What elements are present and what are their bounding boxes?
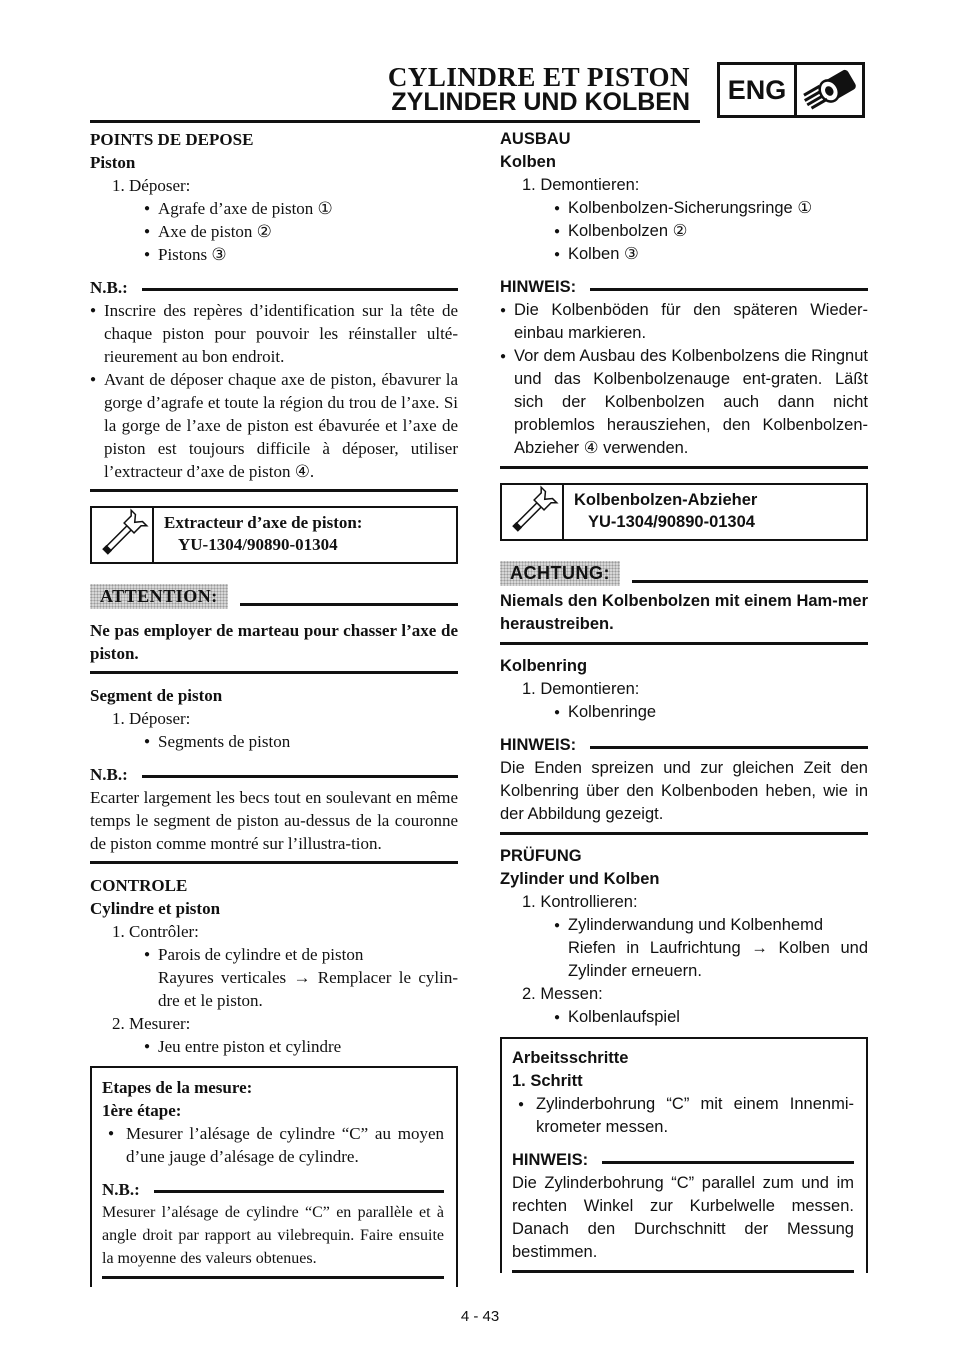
measurement-bullet: ● Zylinderbohrung “C” mit einem Innenmi-krometer messen.: [512, 1093, 854, 1139]
removal-title: POINTS DE DEPOSE: [90, 130, 254, 149]
measurement-title: Arbeitsschritte: [512, 1049, 629, 1067]
wrench-tool-icon: [502, 485, 562, 539]
list-item: ● Kolbenlaufspiel: [500, 1006, 868, 1029]
piston-title: Piston: [90, 153, 136, 172]
list-item-detail: Riefen in Laufrichtung → Kolben und Zylinder erneuern.: [568, 939, 868, 980]
check-step-2: 2. Messen:: [522, 985, 603, 1003]
piston-title: Kolben: [500, 153, 556, 171]
removal-title: AUSBAU: [500, 130, 571, 148]
note-heading: HINWEIS:: [500, 734, 868, 757]
list-item: ● Kolben ③: [500, 243, 868, 266]
measurement-steps-box: [90, 1066, 458, 1287]
attention-heading: ATTENTION:: [90, 584, 458, 609]
note-text: Ecarter largement les becs tout en soulevant en même temps le segment de piston au-dessus de la couronne de piston comme montré sur l’illustra-tion.: [90, 788, 458, 853]
note-heading: HINWEIS:: [512, 1149, 854, 1172]
step-remove: 1. Demontieren:: [522, 176, 640, 194]
step-remove: 1. Déposer:: [112, 176, 191, 195]
page-number: 4 - 43: [460, 1308, 500, 1325]
note-bullet: ● Die Kolbenböden für den späteren Wieder-einbau markieren.: [500, 299, 868, 345]
list-item: ● Segments de piston: [90, 730, 458, 753]
list-item: ● Parois de cylindre et de piston: [90, 943, 458, 966]
engine-piston-icon: [799, 67, 863, 113]
tool-code: YU-1304/90890-01304: [588, 513, 755, 531]
eng-badge-label: ENG: [727, 75, 787, 105]
special-tool-box: [500, 483, 868, 541]
section-title-german: ZYLINDER UND KOLBEN: [391, 88, 690, 116]
check-step-1: 1. Kontrollieren:: [522, 893, 638, 911]
attention-text: Niemals den Kolbenbolzen mit einem Ham-mer heraustreiben.: [500, 592, 868, 633]
ring-title: Segment de piston: [90, 686, 223, 705]
check-subtitle: Cylindre et piston: [90, 899, 221, 918]
check-step-2: 2. Mesurer:: [112, 1014, 191, 1033]
check-title: PRÜFUNG: [500, 847, 582, 865]
special-tool-box: [90, 506, 458, 564]
list-item: ● Kolbenbolzen ②: [500, 220, 868, 243]
ring-step: 1. Demontieren:: [522, 680, 640, 698]
note-heading: N.B.:: [90, 276, 458, 299]
check-subtitle: Zylinder und Kolben: [500, 870, 660, 888]
list-item: ● Axe de piston ②: [90, 220, 458, 243]
note-text: Die Enden spreizen und zur gleichen Zeit den Kolbenring über den Kolbenboden heben, wie in der Abbildung gezeigt.: [500, 759, 868, 823]
ring-step: 1. Déposer:: [112, 709, 191, 728]
measurement-step: 1ère étape:: [102, 1101, 182, 1120]
list-item-detail: Rayures verticales → Remplacer le cylin-dre et le piston.: [158, 968, 458, 1010]
measurement-title: Etapes de la mesure:: [102, 1078, 253, 1097]
eng-badge: [717, 62, 865, 118]
note-bullet: ● Avant de déposer chaque axe de piston, ébavurer la gorge d’agrafe et toute la région du trou de l’axe. Si la gorge de l’axe de piston est ébavurée et l’axe de piston est toujours difficile à déposer, utiliser l’extracteur d’axe de piston ④.: [90, 368, 458, 483]
measurement-steps-box: [500, 1037, 868, 1273]
attention-text: Ne pas employer de marteau pour chasser l’axe de piston.: [90, 621, 458, 663]
list-item: ● Kolbenbolzen-Sicherungsringe ①: [500, 197, 868, 220]
list-item: ● Agrafe d’axe de piston ①: [90, 197, 458, 220]
german-column: [500, 128, 868, 1273]
note-heading: N.B.:: [102, 1178, 444, 1201]
ring-title: Kolbenring: [500, 657, 588, 675]
tool-name: Kolbenbolzen-Abzieher: [574, 491, 758, 509]
header-rule: [90, 120, 700, 123]
section-title-french: CYLINDRE ET PISTON: [387, 62, 690, 92]
check-step-1: 1. Contrôler:: [112, 922, 199, 941]
french-column: [90, 128, 458, 1287]
attention-heading: ACHTUNG:: [500, 561, 868, 586]
list-item: ● Kolbenringe: [500, 701, 868, 724]
note-heading: HINWEIS:: [500, 276, 868, 299]
measurement-note: Mesurer l’alésage de cylindre “C” en parallèle et à angle droit par rapport au vilebrequin. Faire ensuite la moyenne des valeurs obtenues.: [102, 1204, 444, 1267]
list-item: ● Jeu entre piston et cylindre: [90, 1035, 458, 1058]
list-item: ● Pistons ③: [90, 243, 458, 266]
note-heading: N.B.:: [90, 763, 458, 786]
list-item: ● Zylinderwandung und Kolbenhemd: [500, 914, 868, 937]
note-bullet: ● Vor dem Ausbau des Kolbenbolzens die Ringnut und das Kolbenbolzenauge ent-graten. Läßt sich der Kolbenbolzen auch dann nicht problemlos herausziehen, den Kolbenbolzen-Abzieher ④ verwenden.: [500, 345, 868, 460]
tool-name: Extracteur d’axe de piston:: [164, 513, 363, 532]
measurement-note: Die Zylinderbohrung “C” parallel zum und im rechten Winkel zur Kurbelwelle messen. Danach den Durchschnitt der Messung bestimmen.: [512, 1174, 854, 1261]
wrench-tool-icon: [92, 508, 152, 562]
measurement-step: 1. Schritt: [512, 1072, 583, 1090]
note-bullet: ● Inscrire des repères d’identification sur la tête de chaque piston pour pouvoir les réinstaller ulté-rieurement au bon endroit.: [90, 299, 458, 368]
measurement-bullet: ● Mesurer l’alésage de cylindre “C” au moyen d’une jauge d’alésage de cylindre.: [102, 1122, 444, 1168]
check-title: CONTROLE: [90, 876, 188, 895]
tool-code: YU-1304/90890-01304: [178, 535, 338, 554]
